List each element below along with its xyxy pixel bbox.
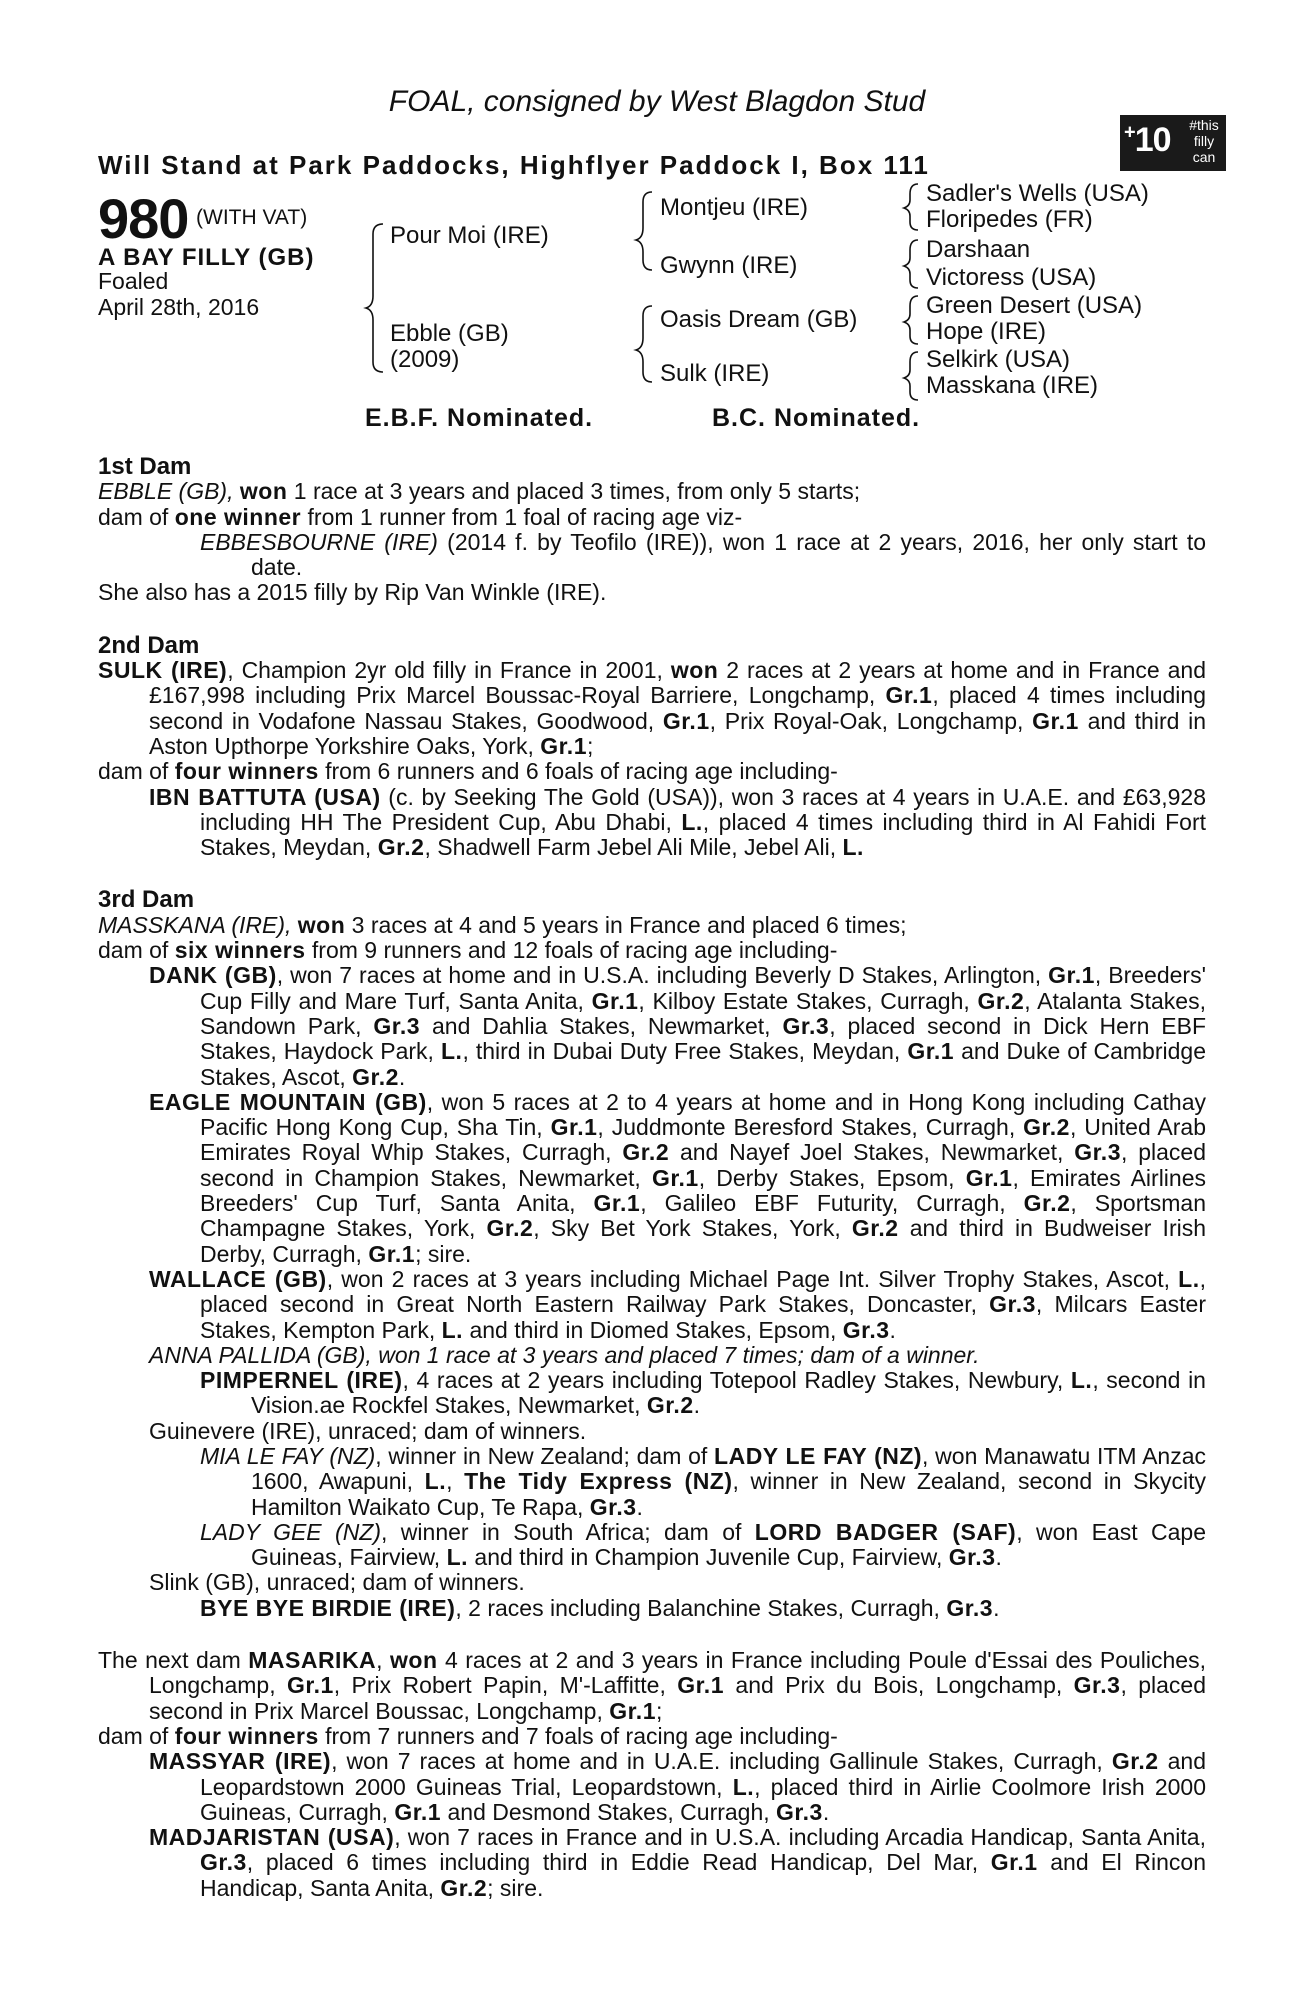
stand-location: Will Stand at Park Paddocks, Highflyer Paddock I, Box 111 <box>98 150 930 180</box>
next-progeny-madjaristan: MADJARISTAN (USA), won 7 races in France and in U.S.A. including Arcadia Handicap, Santa Anita, Gr.3, placed 6 times including third in Eddie Read Handicap, Del Mar, Gr.1 and El Rincon Handicap, Santa Anita, Gr.2; sire. <box>149 1824 1206 1901</box>
dam2-progeny: IBN BATTUTA (USA) (c. by Seeking The Gold (USA)), won 3 races at 4 years in U.A.E. and £63,928 including HH The President Cup, Abu Dhabi, L., placed 4 times including third in Al Fahidi Fort Stakes, Meydan, Gr.2, Shadwell Farm Jebel Ali Mile, Jebel Ali, L. <box>149 783 1206 861</box>
pedigree-ddd: Masskana (IRE) <box>926 372 1099 399</box>
dam1-progeny: EBBESBOURNE (IRE) (2014 f. by Teofilo (IRE)), won 1 race at 2 years, 2016, her only start to date. <box>200 528 1207 581</box>
pedigree-ssd: Floripedes (FR) <box>926 206 1093 233</box>
consigned-line: FOAL, consigned by West Blagdon Stud <box>388 85 926 118</box>
pedigree-sdd: Victoress (USA) <box>926 264 1097 291</box>
bc-nominated: B.C. Nominated. <box>712 404 921 432</box>
dam3-heading: 3rd Dam <box>98 886 195 914</box>
dam1-line4: She also has a 2015 filly by Rip Van Winkle (IRE). <box>98 579 607 606</box>
dam-sire: Oasis Dream (GB) <box>660 306 858 333</box>
dam2-dam-of: dam of four winners from 6 runners and 6 foals of racing age including- <box>98 758 838 785</box>
badge-tag: #this filly can <box>1189 117 1219 165</box>
vat-label: (WITH VAT) <box>196 206 308 229</box>
dam3-progeny-guinevere: Guinevere (IRE), unraced; dam of winners. <box>149 1417 587 1444</box>
foaled-label: Foaled <box>98 268 169 294</box>
dam: Ebble (GB) <box>390 320 509 347</box>
pedigree-sss: Sadler's Wells (USA) <box>926 180 1149 207</box>
next-dam-of: dam of four winners from 7 runners and 7 foals of racing age including- <box>98 1722 838 1749</box>
dam3-progeny-eagle: EAGLE MOUNTAIN (GB), won 5 races at 2 to 4 years at home and in Hong Kong including Cathay Pacific Hong Kong Cup, Sha Tin, Gr.1, Juddmonte Beresford Stakes, Curragh, Gr.2, United Arab Emirates Royal Whip Stakes, Curragh, Gr.2 and Nayef Joel Stakes, Newmarket, Gr.3, placed second in Champion Stakes, Newmarket, Gr.1, Derby Stakes, Epsom, Gr.1, Emirates Airlines Breeders' Cup Turf, Santa Anita, Gr.1, Galileo EBF Futurity, Curragh, Gr.2, Sportsman Champagne Stakes, York, Gr.2, Sky Bet York Stakes, York, Gr.2 and third in Budweiser Irish Derby, Curragh, Gr.1; sire. <box>149 1088 1207 1267</box>
dam3-grandprogeny-pimpernel: PIMPERNEL (IRE), 4 races at 2 years including Totepool Radley Stakes, Newbury, L., second in Vision.ae Rockfel Stakes, Newmarket, Gr.2. <box>200 1367 1206 1419</box>
pedigree-dds: Selkirk (USA) <box>926 346 1071 373</box>
dam3-record: MASSKANA (IRE), won 3 races at 4 and 5 years in France and placed 6 times; <box>98 911 907 938</box>
pedigree-dss: Green Desert (USA) <box>926 292 1143 319</box>
dam3-progeny-dank: DANK (GB), won 7 races at home and in U.S.A. including Beverly D Stakes, Arlington, Gr.1, Breeders' Cup Filly and Mare Turf, Santa Anita, Gr.1, Kilboy Estate Stakes, Curragh, Gr.2, Atalanta Stakes, Sandown Park, Gr.3 and Dahlia Stakes, Newmarket, Gr.3, placed second in Dick Hern EBF Stakes, Haydock Park, L., third in Dubai Duty Free Stakes, Meydan, Gr.1 and Duke of Cambridge Stakes, Ascot, Gr.2. <box>149 962 1206 1090</box>
lot-name: A BAY FILLY (GB) <box>98 244 315 271</box>
dam-dam: Sulk (IRE) <box>660 360 770 387</box>
dam-year: (2009) <box>390 346 460 373</box>
dam3-grandprogeny-gee: LADY GEE (NZ), winner in South Africa; dam of LORD BADGER (SAF), won East Cape Guineas, Fairview, L. and third in Champion Juvenile Cup, Fairview, Gr.3. <box>200 1518 1207 1571</box>
sire: Pour Moi (IRE) <box>390 222 549 249</box>
pedigree-dsd: Hope (IRE) <box>926 318 1047 345</box>
sire-sire: Montjeu (IRE) <box>660 194 809 221</box>
dam3-dam-of: dam of six winners from 9 runners and 12 foals of racing age including- <box>98 937 838 964</box>
dam3-grandprogeny-mia: MIA LE FAY (NZ), winner in New Zealand; dam of LADY LE FAY (NZ), won Manawatu ITM Anzac 1600, Awapuni, L., The Tidy Express (NZ), winner in New Zealand, second in Skycity Hamilton Waikato Cup, Te Rapa, Gr.3. <box>200 1442 1207 1520</box>
next-progeny-massyar: MASSYAR (IRE), won 7 races at home and in U.A.E. including Gallinule Stakes, Curragh, Gr.2 and Leopardstown 2000 Guineas Trial, Leopardstown, L., placed third in Airlie Coolmore Irish 2000 Guineas, Curragh, Gr.1 and Desmond Stakes, Curragh, Gr.3. <box>149 1748 1207 1825</box>
dam3-grandprogeny-bye: BYE BYE BIRDIE (IRE), 2 races including Balanchine Stakes, Curragh, Gr.3. <box>200 1594 1000 1621</box>
badge-number: +10 <box>1124 121 1171 159</box>
dam2-record: SULK (IRE), Champion 2yr old filly in France in 2001, won 2 races at 2 years at home and in France and £167,998 including Prix Marcel Boussac-Royal Barriere, Longchamp, Gr.1, placed 4 times including second in Vodafone Nassau Stakes, Goodwood, Gr.1, Prix Royal-Oak, Longchamp, Gr.1 and third in Aston Upthorpe Yorkshire Oaks, York, Gr.1; <box>98 657 1207 759</box>
ebf-nominated: E.B.F. Nominated. <box>365 404 594 432</box>
lot-number: 980 <box>98 187 189 250</box>
dam3-progeny-wallace: WALLACE (GB), won 2 races at 3 years including Michael Page Int. Silver Trophy Stakes, Ascot, L., placed second in Great North Eastern Railway Park Stakes, Doncaster, Gr.3, Milcars Easter Stakes, Kempton Park, L. and third in Diomed Stakes, Epsom, Gr.3. <box>149 1265 1207 1343</box>
pedigree-brackets <box>0 0 1314 420</box>
foaled-date: April 28th, 2016 <box>98 294 260 320</box>
sire-dam: Gwynn (IRE) <box>660 252 798 279</box>
dam3-progeny-slink: Slink (GB), unraced; dam of winners. <box>149 1569 525 1596</box>
next-dam-record: The next dam MASARIKA, won 4 races at 2 and 3 years in France including Poule d'Essai des Pouliches, Longchamp, Gr.1, Prix Robert Papin, M'-Laffitte, Gr.1 and Prix du Bois, Longchamp, Gr.3, placed second in Prix Marcel Boussac, Longchamp, Gr.1; <box>98 1647 1206 1724</box>
dam1-line1: EBBLE (GB), won 1 race at 3 years and placed 3 times, from only 5 starts; <box>98 478 861 505</box>
pedigree-sds: Darshaan <box>926 236 1031 263</box>
dam3-progeny-anna: ANNA PALLIDA (GB), won 1 race at 3 years and placed 7 times; dam of a winner. <box>149 1341 980 1368</box>
dam2-heading: 2nd Dam <box>98 631 200 659</box>
dam1-heading: 1st Dam <box>98 453 192 480</box>
catalogue-body <box>98 454 1206 1901</box>
dam1-line2: dam of one winner from 1 runner from 1 foal of racing age viz- <box>98 503 743 530</box>
